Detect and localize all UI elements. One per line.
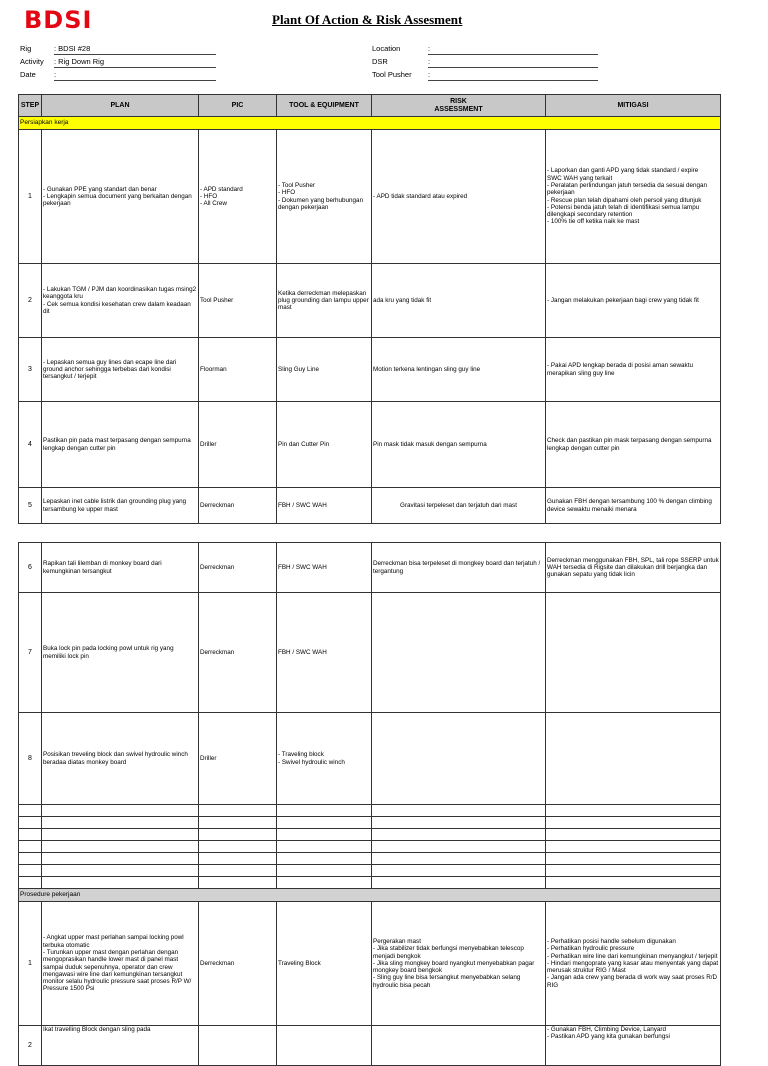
pic-cell: Derreckman	[199, 543, 277, 593]
risk-cell: - APD tidak standard atau expired	[372, 130, 546, 264]
step-cell: 3	[19, 338, 42, 402]
risk-cell: Derreckman bisa terpeleset di mongkey board dan terjatuh / tergantung	[372, 543, 546, 593]
header-step: STEP	[19, 95, 42, 117]
toolpusher-label: Tool Pusher	[372, 70, 412, 79]
risk-cell: ada kru yang tidak fit	[372, 264, 546, 338]
empty-row	[19, 817, 721, 829]
step-cell: 5	[19, 488, 42, 524]
mitigasi-cell: Gunakan FBH dengan tersambung 100 % dengan climbing device sewaktu menaiki menara	[546, 488, 721, 524]
empty-row	[19, 841, 721, 853]
mitigasi-cell: - Perhatikan posisi handle sebelum digunakan - Perhatikan hydroulic pressure - Perhatikan wire line dari kemungkinan menyangkut / terjepit - Hindari mengoprate yang kasar atau menyentak yang dapat merusak struktur RIG / Mast - Jangan ada crew yang berada di work way saat proses R/D RIG	[546, 902, 721, 1026]
meta-left	[20, 42, 216, 81]
tool-cell	[277, 1026, 372, 1066]
risk-table-1	[18, 94, 721, 524]
table-row	[19, 264, 721, 338]
plan-cell: - Gunakan PPE yang standart dan benar - Lengkapin semua document yang berkaitan dengan pekerjaan	[42, 130, 199, 264]
section-title: Prosedure pekerjaan	[19, 889, 721, 902]
mitigasi-cell	[546, 593, 721, 713]
pic-cell	[199, 1026, 277, 1066]
tool-cell: FBH / SWC WAH	[277, 488, 372, 524]
location-label: Location	[372, 44, 401, 53]
plan-cell: - Angkat upper mast perlahan sampai locking powl terbuka otomatic - Turunkan upper mast dengan perlahan dengan mengoprasikan handle lower mast di panel mast sampai duduk sepenuhnya, operator dan crew mengawasi wire line dari kemungkinan tersangkut monitor selalu hydroulic pressure saat proses R/P W/ Pressure 1500 Psi	[42, 902, 199, 1026]
plan-cell: Buka lock pin pada locking powl untuk rig yang memiliki lock pin	[42, 593, 199, 713]
table-row	[19, 402, 721, 488]
tool-cell: FBH / SWC WAH	[277, 543, 372, 593]
empty-row	[19, 865, 721, 877]
risk-cell	[372, 1026, 546, 1066]
risk-cell	[372, 593, 546, 713]
table-row	[19, 543, 721, 593]
header-plan: PLAN	[42, 95, 199, 117]
plan-cell: Ikat travelling Block dengan sling pada	[42, 1026, 199, 1066]
step-cell: 8	[19, 713, 42, 805]
header-tool: TOOL & EQUIPMENT	[277, 95, 372, 117]
activity-value: : Rig Down Rig	[54, 55, 216, 68]
empty-row	[19, 805, 721, 817]
tool-cell: FBH / SWC WAH	[277, 593, 372, 713]
risk-cell: Gravitasi terpeleset dan terjatuh dari mast	[372, 488, 546, 524]
activity-label: Activity	[20, 57, 44, 66]
tool-cell: Pin dan Cutter Pin	[277, 402, 372, 488]
pic-cell: Derreckman	[199, 488, 277, 524]
meta-right	[372, 42, 598, 81]
tool-cell: - Traveling block - Swivel hydroulic winch	[277, 713, 372, 805]
table-row	[19, 488, 721, 524]
table-row	[19, 593, 721, 713]
plan-cell: Rapikan tali lilemban di monkey board dari kemungkinan tersangkut	[42, 543, 199, 593]
section-row	[19, 889, 721, 902]
step-cell: 1	[19, 130, 42, 264]
date-label: Date	[20, 70, 36, 79]
pic-cell: Floorman	[199, 338, 277, 402]
toolpusher-value: :	[428, 68, 598, 81]
rig-label: Rig	[20, 44, 32, 53]
location-value: :	[428, 42, 598, 55]
plan-cell: Posisikan treveling block dan swivel hydroulic winch beradaa diatas monkey board	[42, 713, 199, 805]
step-cell: 2	[19, 264, 42, 338]
header-pic: PIC	[199, 95, 277, 117]
pic-cell: Driller	[199, 402, 277, 488]
risk-table-2	[18, 542, 721, 1066]
step-cell: 1	[19, 902, 42, 1026]
mitigasi-cell: - Gunakan FBH, Climbing Device, Lanyard - Pastikan APD yang kita gunakan berfungsi	[546, 1026, 721, 1066]
date-value: :	[54, 68, 216, 81]
tool-cell: Sling Guy Line	[277, 338, 372, 402]
header-mitigasi: MITIGASI	[546, 95, 721, 117]
mitigasi-cell	[546, 713, 721, 805]
table-row	[19, 902, 721, 1026]
pic-cell: Driller	[199, 713, 277, 805]
risk-cell	[372, 713, 546, 805]
step-cell: 2	[19, 1026, 42, 1066]
tool-cell: Ketika derreckman melepaskan plug grounding dan lampu upper mast	[277, 264, 372, 338]
mitigasi-cell: - Laporkan dan ganti APD yang tidak standard / expire SWC WAH yang terkait - Peralatan perlindungan jatuh tersedia da sesuai dengan pekerjaan - Rescue plan telah dipahami oleh persoil yang ditunjuk - Potensi benda jatuh telah di identifikasi semua lampu dilengkapi secondary retention - 100% tie off ketika naik ke mast	[546, 130, 721, 264]
risk-cell: Pin mask tidak masuk dengan sempurna	[372, 402, 546, 488]
table-row	[19, 130, 721, 264]
risk-cell: Pergerakan mast - Jika stabilizer tidak berfungsi menyebabkan telescop menjadi bengkok - Jika sling mongkey board nyangkut menyebabkan pagar mongkey board bengkok - Sling guy line bisa tersangkut menyebabkan selang hydroulic bisa pecah	[372, 902, 546, 1026]
step-cell: 6	[19, 543, 42, 593]
section-row	[19, 117, 721, 130]
dsr-label: DSR	[372, 57, 388, 66]
risk-cell: Motion terkena lentingan sling guy line	[372, 338, 546, 402]
plan-cell: Lepaskan inet cable listrik dan grounding plug yang tersambung ke upper mast	[42, 488, 199, 524]
table-header-row	[19, 95, 721, 117]
header-risk: RISK ASSESSMENT	[372, 95, 546, 117]
mitigasi-cell: Check dan pastikan pin mask terpasang dengan sempurna lengkap dengan cutter pin	[546, 402, 721, 488]
section-title: Persiapkan kerja	[19, 117, 721, 130]
empty-row	[19, 877, 721, 889]
bdsi-logo: BDSI	[24, 6, 93, 34]
pic-cell: - APD standard - HFO - All Crew	[199, 130, 277, 264]
empty-row	[19, 853, 721, 865]
mitigasi-cell: - Pakai APD lengkap berada di posisi aman sewaktu merapikan sling guy line	[546, 338, 721, 402]
table-row	[19, 1026, 721, 1066]
pic-cell: Tool Pusher	[199, 264, 277, 338]
table-row	[19, 338, 721, 402]
document-title: Plant Of Action & Risk Assesment	[272, 12, 463, 27]
plan-cell: Pastikan pin pada mast terpasang dengan sempurna lengkap dengan cutter pin	[42, 402, 199, 488]
plan-cell: - Lepaskan semua guy lines dan ecape line dari ground anchor sehingga terbebas dari kondisi tersangkut / terjepit	[42, 338, 199, 402]
pic-cell: Derreckman	[199, 902, 277, 1026]
table-row	[19, 713, 721, 805]
rig-value: : BDSI #28	[54, 42, 216, 55]
pic-cell: Derreckman	[199, 593, 277, 713]
mitigasi-cell: - Jangan melakukan pekerjaan bagi crew yang tidak fit	[546, 264, 721, 338]
empty-row	[19, 829, 721, 841]
step-cell: 4	[19, 402, 42, 488]
tool-cell: - Tool Pusher - HFO - Dokumen yang berhubungan dengan pekerjaan	[277, 130, 372, 264]
tool-cell: Traveling Block	[277, 902, 372, 1026]
plan-cell: - Lakukan TGM / PJM dan koordinasikan tugas msing2 keanggota kru - Cek semua kondisi kesehatan crew dalam keadaan dit	[42, 264, 199, 338]
step-cell: 7	[19, 593, 42, 713]
dsr-value: :	[428, 55, 598, 68]
mitigasi-cell: Derreckman menggunakan FBH, SPL, tali rope SSERP untuk WAH tersedia di Rigsite dan dilakukan drill berjangka dan gunakan sepatu yang tidak licin	[546, 543, 721, 593]
